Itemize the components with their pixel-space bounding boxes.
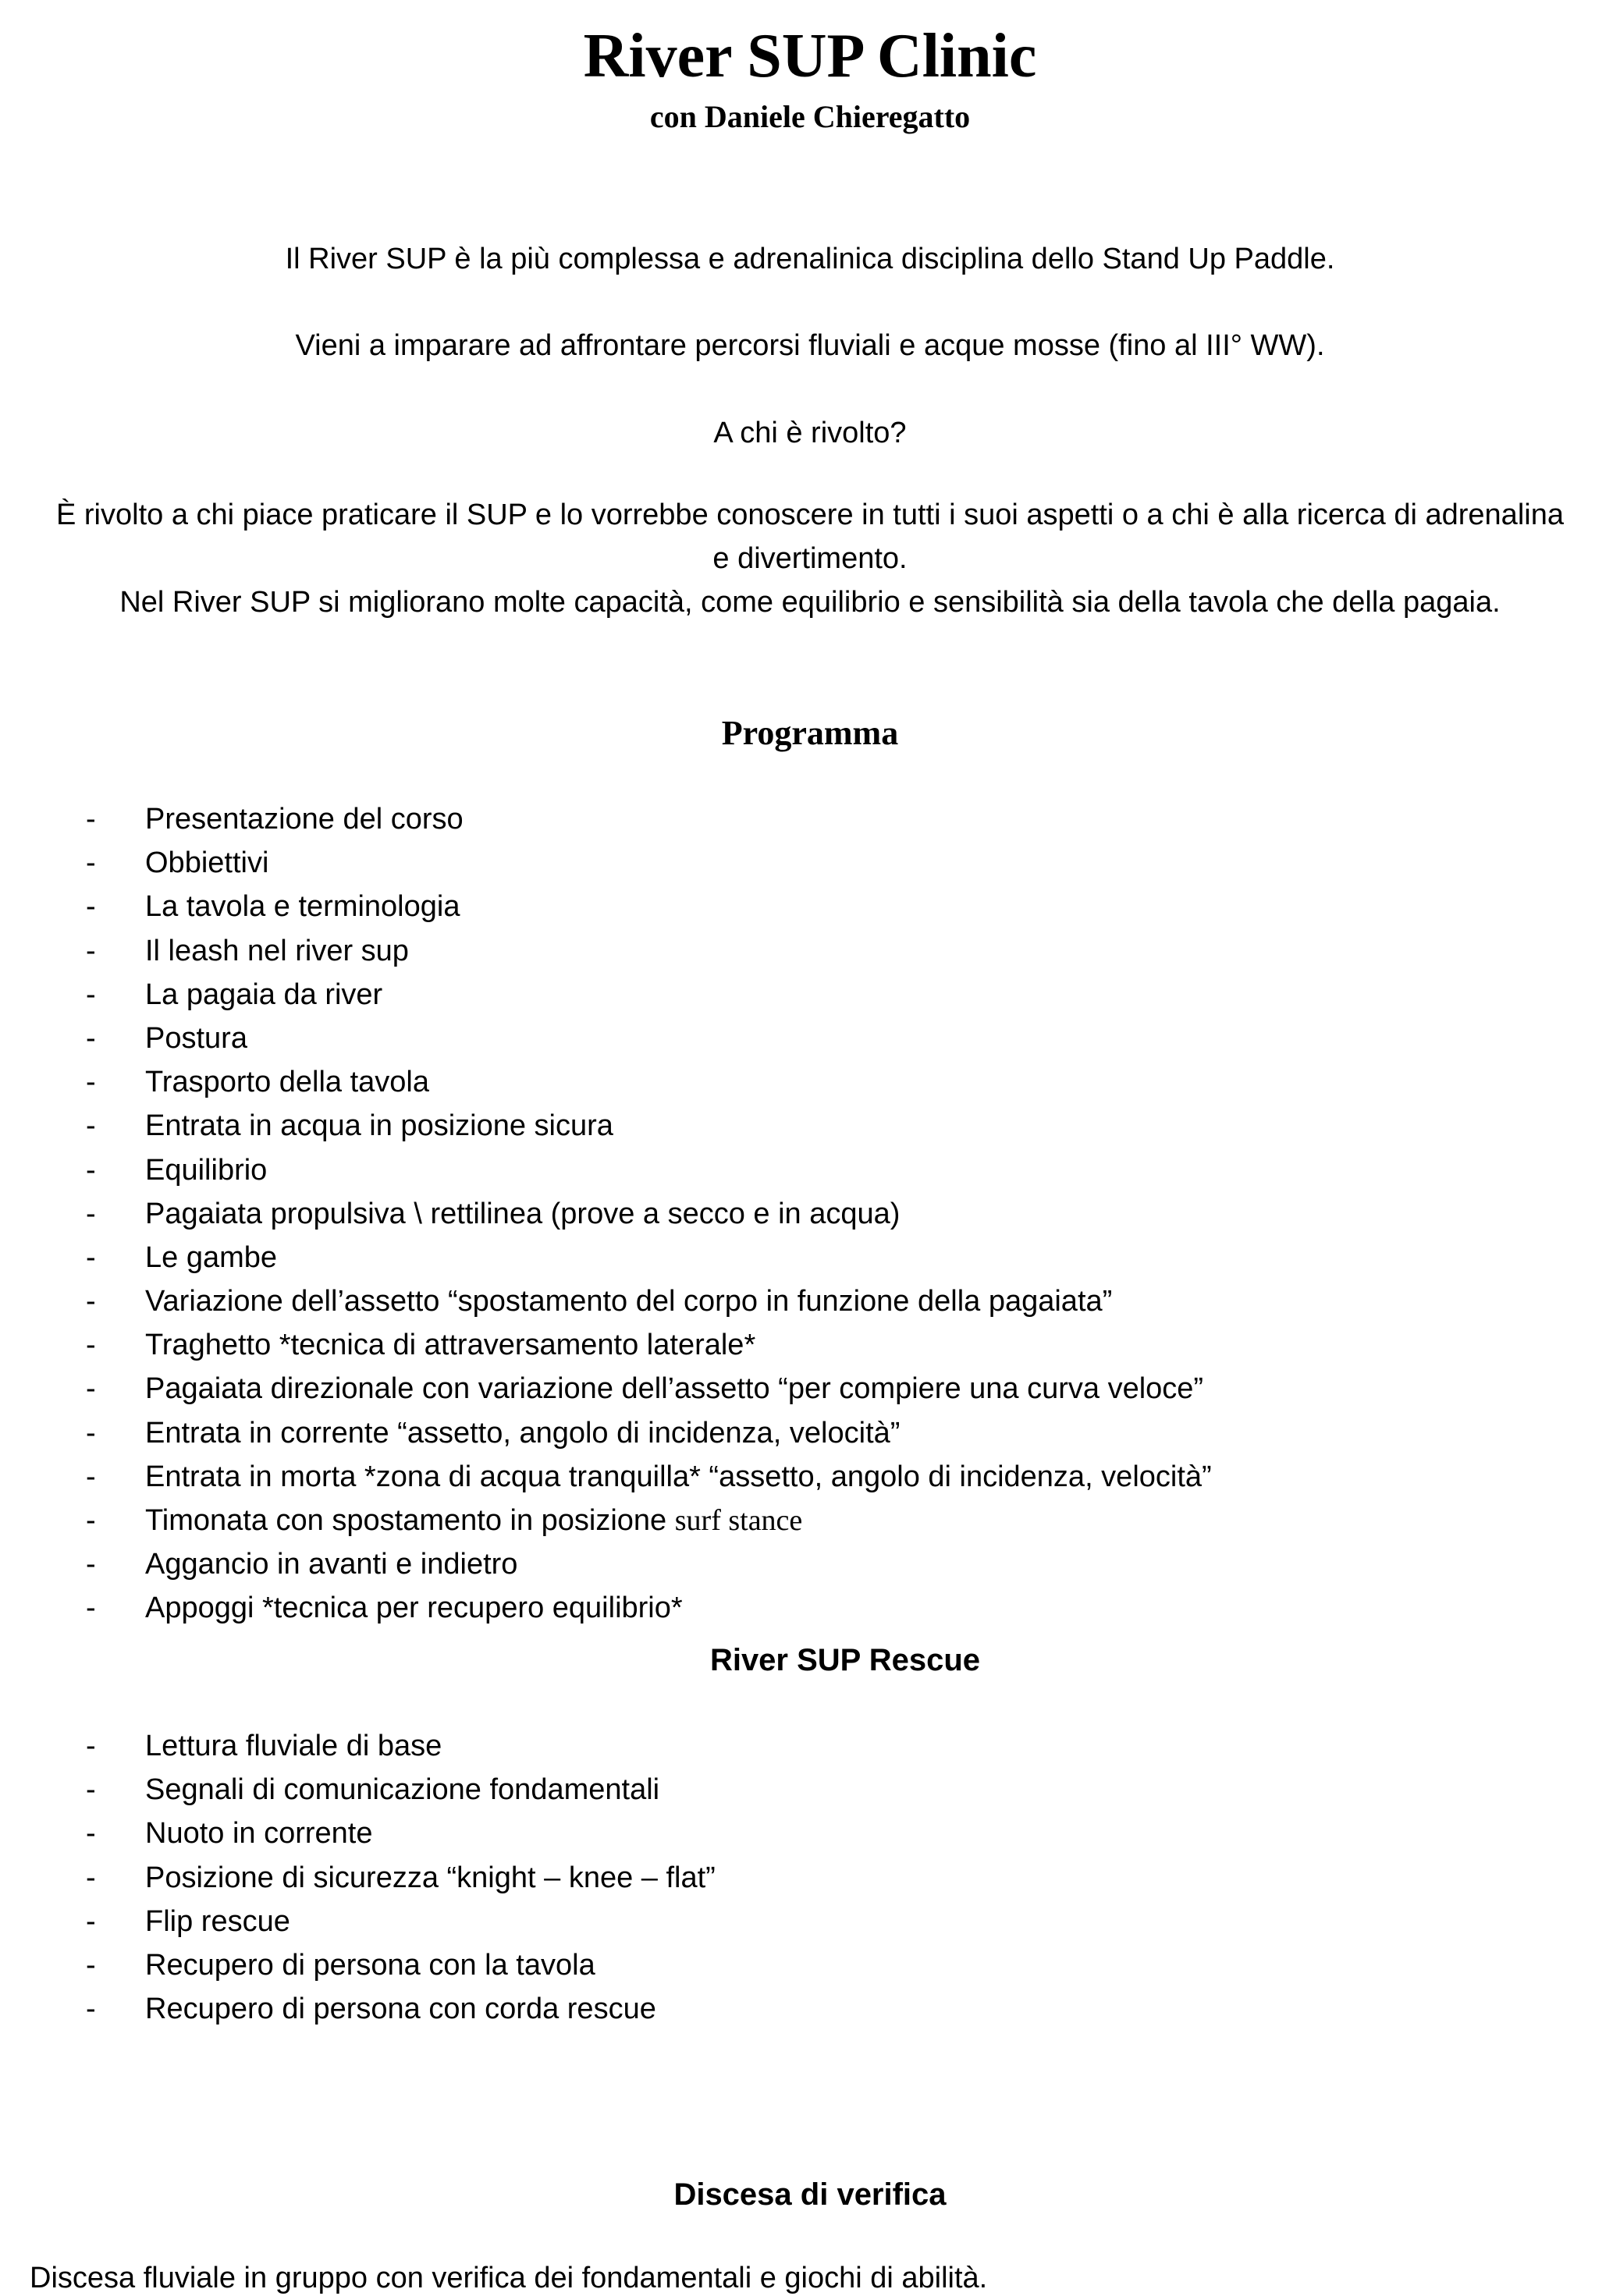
list-item: - Postura [0,1017,1561,1060]
dash-bullet: - [86,1993,96,2026]
dash-bullet: - [86,1817,96,1851]
list-item: - La tavola e terminologia [0,885,1561,928]
programma-heading: Programma [721,714,899,752]
dash-bullet: - [86,1153,96,1187]
list-item: - Entrata in corrente “assetto, angolo di incidenza, velocità” [0,1411,1561,1455]
intro-paragraph-1: Il River SUP è la più complessa e adrenalinica disciplina dello Stand Up Paddle. [285,243,1335,275]
list-item: - Segnali di comunicazione fondamentali [0,1768,1561,1812]
list-item: - Il leash nel river sup [0,929,1561,973]
list-item: - Pagaiata direzionale con variazione dell’assetto “per compiere una curva veloce” [0,1367,1561,1411]
dash-bullet: - [86,1372,96,1406]
list-item: - Pagaiata propulsiva \ rettilinea (prove a secco e in acqua) [0,1192,1561,1236]
intro-paragraph-target-audience: È rivolto a chi piace praticare il SUP e lo vorrebbe conoscere in tutti i suoi aspetti o a chi è alla ricerca di adrenalina e divertimento. [56,499,1564,575]
dash-bullet: - [86,978,96,1011]
intro-question: A chi è rivolto? [713,417,907,449]
list-item: - Recupero di persona con la tavola [0,1943,1561,1987]
discesa-heading: Discesa di verifica [673,2177,947,2212]
list-item: - Obbiettivi [0,841,1561,885]
dash-bullet: - [86,1904,96,1938]
surf-stance-term: surf stance [674,1504,803,1537]
dash-bullet: - [86,1861,96,1894]
dash-bullet: - [86,1948,96,1982]
dash-bullet: - [86,1197,96,1230]
list-item: - Le gambe [0,1236,1561,1279]
discesa-description: Discesa fluviale in gruppo con verifica dei fondamentali e giochi di abilità. [30,2262,988,2294]
dash-bullet: - [86,1460,96,1493]
list-item: - Appoggi *tecnica per recupero equilibrio* [0,1586,1561,1630]
dash-bullet: - [86,1416,96,1450]
list-item: - La pagaia da river [0,973,1561,1017]
dash-bullet: - [86,1504,96,1537]
intro-paragraph-2: Vieni a imparare ad affrontare percorsi fluviali e acque mosse (fino al III° WW). [295,329,1325,362]
list-item: - Flip rescue [0,1900,1561,1943]
rescue-heading: River SUP Rescue [709,1643,981,1677]
list-item: - Recupero di persona con corda rescue [0,1987,1561,2031]
dash-bullet: - [86,1285,96,1318]
list-item: - Equilibrio [0,1148,1561,1192]
dash-bullet: - [86,1592,96,1625]
dash-bullet: - [86,890,96,924]
list-item: - Trasporto della tavola [0,1060,1561,1104]
list-item: - Timonata con spostamento in posizione surf stance [0,1499,1561,1542]
dash-bullet: - [86,1548,96,1581]
dash-bullet: - [86,1109,96,1143]
programma-list [0,797,1561,1631]
list-item: - Traghetto *tecnica di attraversamento laterale* [0,1323,1561,1367]
dash-bullet: - [86,1066,96,1099]
list-item: - Nuoto in corrente [0,1812,1561,1855]
intro-paragraph-skills: Nel River SUP si migliorano molte capacità, come equilibrio e sensibilità sia della tavola che della pagaia. [119,586,1501,619]
document-title: River SUP Clinic [583,22,1037,90]
dash-bullet: - [86,1240,96,1274]
dash-bullet: - [86,846,96,880]
list-item: - Presentazione del corso [0,797,1561,841]
list-item: - Variazione dell’assetto “spostamento del corpo in funzione della pagaiata” [0,1279,1561,1323]
dash-bullet: - [86,1730,96,1762]
dash-bullet: - [86,803,96,836]
dash-bullet: - [86,1021,96,1055]
list-item: - Entrata in morta *zona di acqua tranquilla* “assetto, angolo di incidenza, velocità” [0,1455,1561,1499]
list-item: - Entrata in acqua in posizione sicura [0,1104,1561,1148]
list-item: - Lettura fluviale di base [0,1724,1561,1768]
list-item: - Aggancio in avanti e indietro [0,1542,1561,1586]
dash-bullet: - [86,934,96,967]
dash-bullet: - [86,1773,96,1807]
list-item: - Posizione di sicurezza “knight – knee – flat” [0,1856,1561,1900]
document-subtitle: con Daniele Chieregatto [649,99,971,134]
dash-bullet: - [86,1329,96,1362]
rescue-list [0,1724,1561,2031]
